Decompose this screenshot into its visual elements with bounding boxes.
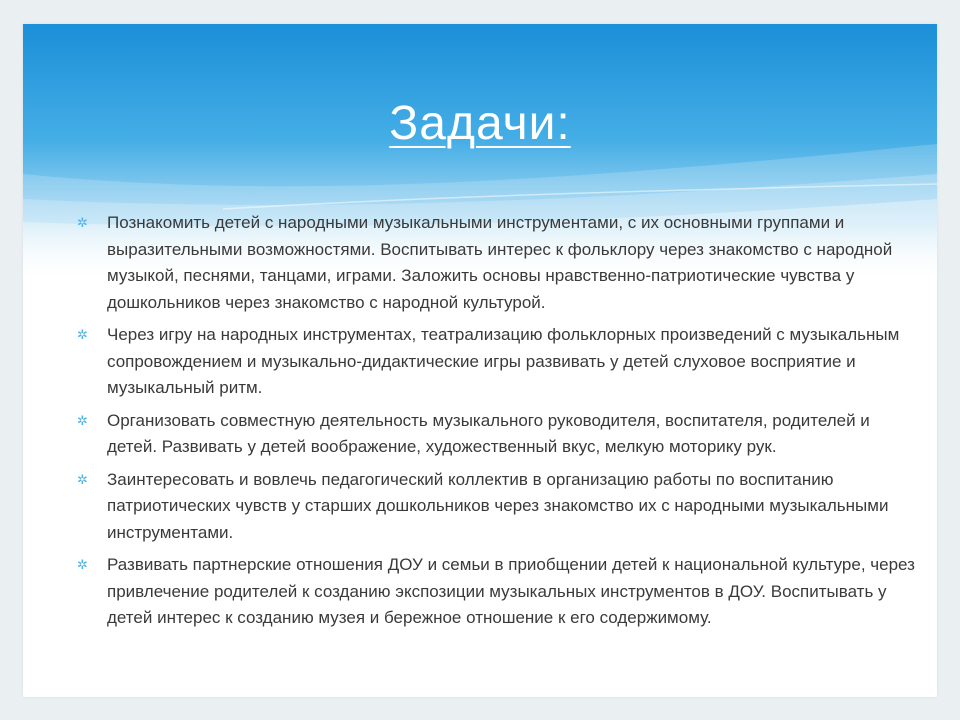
list-item-text: Организовать совместную деятельность музыкального руководителя, воспитателя, родителей и детей. Развивать у детей воображение, художественный вкус, мелкую моторику рук.	[107, 410, 870, 456]
list-item	[73, 322, 918, 402]
list-item-text: Развивать партнерские отношения ДОУ и семьи в приобщении детей к национальной культуре, через привлечение родителей к созданию экспозиции музыкальных инструментов в ДОУ. Воспитывать у детей интерес к созданию музея и бережное отношение к его содержимому.	[107, 555, 915, 627]
list-item	[73, 552, 918, 632]
slide-card	[23, 24, 937, 697]
list-item	[73, 210, 918, 316]
list-item-text: Через игру на народных инструментах, театрализацию фольклорных произведений с музыкальным сопровождением и музыкально-дидактические игры развивать у детей слуховое восприятие и музыкальный ритм.	[107, 325, 900, 397]
slide-title: Задачи:	[389, 97, 571, 150]
task-list	[73, 210, 918, 638]
asterisk-icon: ✲	[77, 412, 88, 428]
asterisk-icon: ✲	[77, 471, 88, 487]
list-item-text: Заинтересовать и вовлечь педагогический коллектив в организацию работы по воспитанию патриотических чувств у старших дошкольников через знакомство их с народными музыкальными инструментами.	[107, 469, 889, 542]
asterisk-icon: ✲	[77, 557, 88, 572]
list-item-text: Познакомить детей с народными музыкальными инструментами, с их основными группами и выразительными возможностями. Воспитывать интерес к фольклору через знакомство с народной музыкой, песнями, танцами, играми. Заложить основы нравственно-патриотические чувства у дошкольников через знакомство с народной культурой.	[107, 213, 893, 312]
asterisk-icon: ✲	[77, 215, 88, 230]
list-item	[73, 467, 918, 547]
asterisk-icon: ✲	[77, 327, 88, 342]
list-item	[73, 408, 918, 461]
